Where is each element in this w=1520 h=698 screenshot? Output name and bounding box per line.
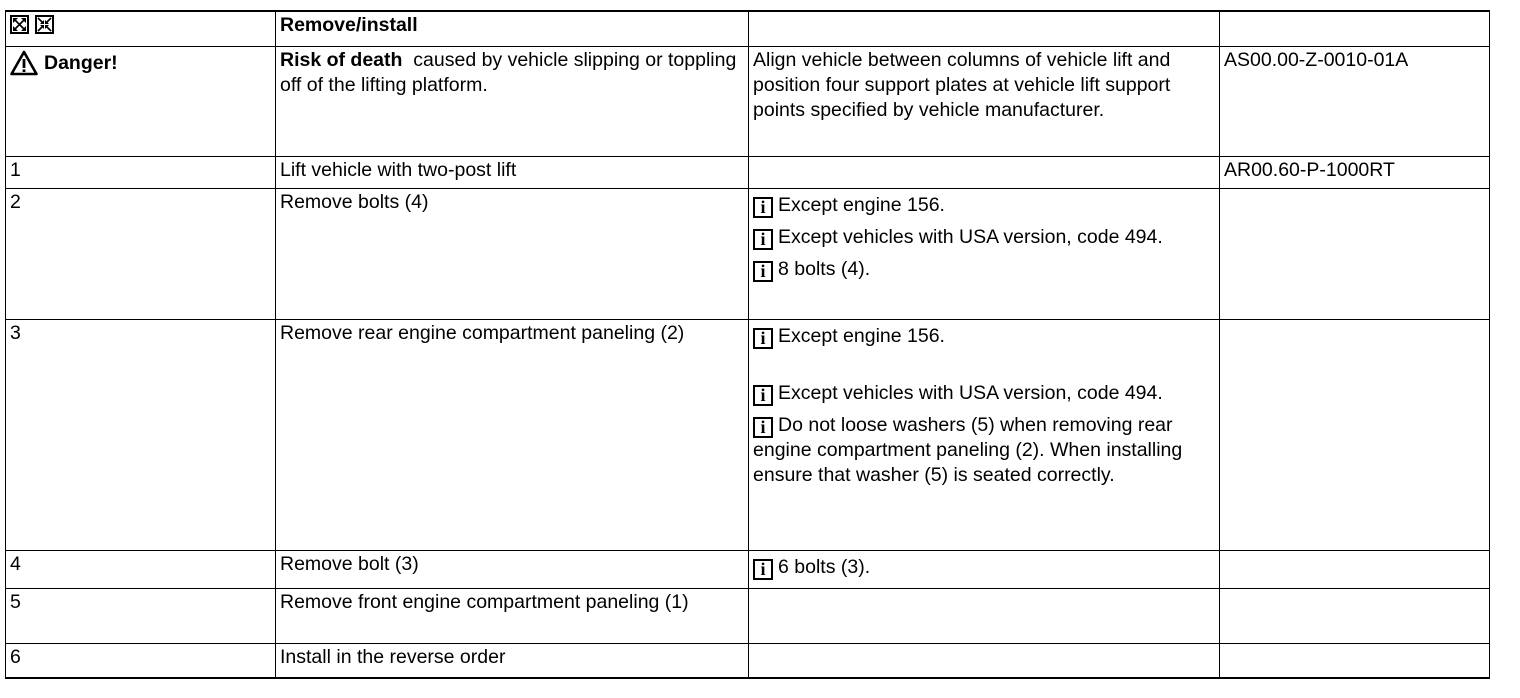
- note-text: Except vehicles with USA version, code 494.: [778, 382, 1163, 404]
- step-notes: [749, 644, 1220, 679]
- table-row: [6, 551, 1490, 589]
- step-number: 1: [6, 157, 276, 189]
- note-text: 6 bolts (3).: [778, 556, 871, 578]
- expand-icon[interactable]: [10, 15, 29, 34]
- step-notes: [749, 189, 1220, 320]
- table-row: [6, 589, 1490, 644]
- step-ref: [1220, 589, 1490, 644]
- table-row: [6, 189, 1490, 320]
- table-row: [6, 644, 1490, 679]
- step-ref: AR00.60-P-1000RT: [1220, 157, 1490, 189]
- note-text: Except engine 156.: [778, 325, 945, 347]
- step-action: Remove bolts (4): [276, 189, 749, 320]
- note: [753, 555, 1215, 580]
- step-ref: [1220, 320, 1490, 551]
- step-number: 6: [6, 644, 276, 679]
- step-notes: [749, 157, 1220, 189]
- table-row: [6, 320, 1490, 551]
- info-icon[interactable]: i: [753, 229, 773, 250]
- step-number: 2: [6, 189, 276, 320]
- table-row: [6, 157, 1490, 189]
- warning-icon: [10, 50, 38, 76]
- note: [753, 225, 1215, 250]
- header-icons-cell: [6, 11, 276, 47]
- step-number: 5: [6, 589, 276, 644]
- danger-label: Danger!: [44, 51, 118, 74]
- danger-label-cell: [6, 47, 276, 157]
- info-icon[interactable]: i: [753, 261, 773, 282]
- info-icon[interactable]: i: [753, 385, 773, 406]
- header-empty-3: [749, 11, 1220, 47]
- note-text: 8 bolts (4).: [778, 258, 871, 280]
- step-number: 4: [6, 551, 276, 589]
- danger-ref: AS00.00-Z-0010-01A: [1220, 47, 1490, 157]
- danger-risk-cell: [276, 47, 749, 157]
- note-text: Except vehicles with USA version, code 494.: [778, 226, 1163, 248]
- danger-row: [6, 47, 1490, 157]
- header-title: Remove/install: [276, 11, 749, 47]
- note-text: Do not loose washers (5) when removing rear engine compartment paneling (2). When installing ensure that washer (5) is seated correctly.: [753, 414, 1183, 486]
- step-notes: [749, 320, 1220, 551]
- step-notes: [749, 589, 1220, 644]
- note: [753, 257, 1215, 282]
- note: [753, 381, 1215, 406]
- step-ref: [1220, 644, 1490, 679]
- collapse-icon[interactable]: [35, 15, 54, 34]
- step-action: Lift vehicle with two-post lift: [276, 157, 749, 189]
- step-number: 3: [6, 320, 276, 551]
- info-icon[interactable]: i: [753, 417, 773, 438]
- step-ref: [1220, 551, 1490, 589]
- step-ref: [1220, 189, 1490, 320]
- step-action: Install in the reverse order: [276, 644, 749, 679]
- note: [753, 413, 1215, 488]
- risk-title: Risk of death: [280, 49, 403, 71]
- step-action: Remove rear engine compartment paneling (2): [276, 320, 749, 551]
- step-action: Remove front engine compartment paneling (1): [276, 589, 749, 644]
- info-icon[interactable]: i: [753, 197, 773, 218]
- header-row: [6, 11, 1490, 47]
- risk-text: caused by vehicle slipping or toppling off of the lifting platform.: [280, 49, 737, 96]
- note-text: Except engine 156.: [778, 194, 945, 216]
- note: [753, 193, 1215, 218]
- info-icon[interactable]: i: [753, 559, 773, 580]
- note: [753, 324, 1215, 349]
- step-notes: [749, 551, 1220, 589]
- info-icon[interactable]: i: [753, 328, 773, 349]
- header-empty-4: [1220, 11, 1490, 47]
- step-action: Remove bolt (3): [276, 551, 749, 589]
- danger-measure: Align vehicle between columns of vehicle lift and position four support plates at vehicle lift support points specified by vehicle manufacturer.: [749, 47, 1220, 157]
- procedure-table: [5, 10, 1490, 679]
